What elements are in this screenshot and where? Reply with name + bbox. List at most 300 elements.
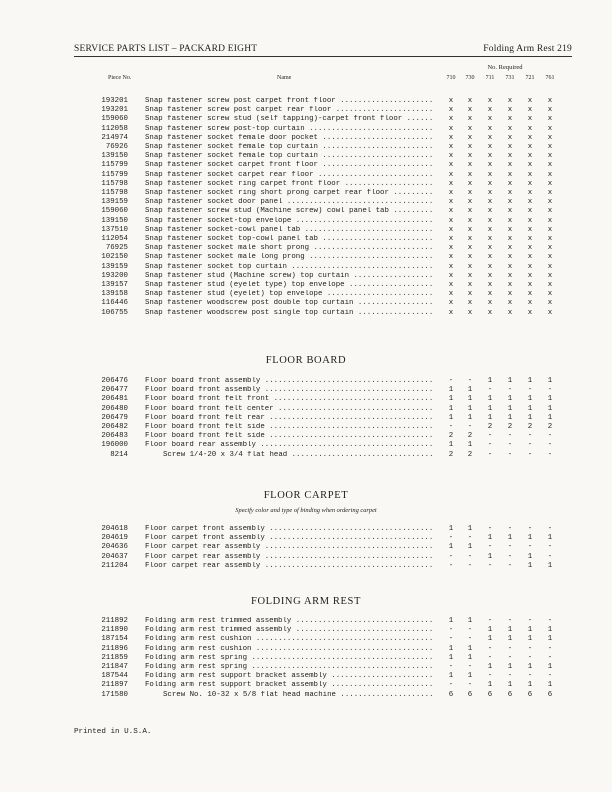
quantity-cell: 1 — [448, 525, 454, 533]
quantity-cell: x — [448, 235, 454, 243]
quantity-cell: x — [467, 262, 473, 271]
part-name: Snap fastener socket door panel ..... — [145, 198, 435, 207]
quantity-cell: x — [467, 133, 473, 142]
quantity-cell: x — [507, 271, 513, 280]
quantity-cell: 1 — [448, 441, 454, 450]
part-name: Snap fastener socket top-cowl panel tab ..... — [145, 235, 435, 244]
quantity-cell: x — [467, 271, 473, 280]
quantity-cell: x — [507, 170, 513, 179]
quantity-cell: 1 — [507, 663, 513, 671]
header-rule — [74, 56, 572, 57]
quantity-cell: - — [507, 441, 513, 450]
piece-number: 193201 — [101, 97, 128, 105]
piece-number: 137510 — [101, 225, 128, 234]
model-header-710: 710 — [446, 75, 456, 81]
quantity-cell: 1 — [527, 663, 533, 671]
table-row — [0, 654, 612, 663]
quantity-cell: x — [448, 189, 454, 197]
table-row — [0, 672, 612, 681]
quantity-cell: - — [448, 635, 454, 644]
quantity-cell: 1 — [547, 413, 553, 422]
quantity-cell: x — [527, 97, 533, 105]
quantity-cell: 1 — [507, 404, 513, 413]
quantity-cell: 1 — [487, 552, 493, 561]
quantity-cell: 1 — [547, 635, 553, 644]
table-row — [0, 253, 612, 262]
quantity-cell: 1 — [547, 534, 553, 543]
quantity-cell: x — [527, 152, 533, 161]
piece-number: 106755 — [101, 308, 128, 317]
piece-number: 112054 — [101, 235, 128, 243]
quantity-cell: 1 — [527, 395, 533, 404]
table-row — [0, 281, 612, 290]
quantity-cell: 1 — [527, 681, 533, 690]
table-row — [0, 543, 612, 552]
quantity-cell: x — [507, 179, 513, 188]
quantity-cell: x — [487, 115, 493, 124]
quantity-cell: 1 — [487, 635, 493, 644]
quantity-cell: 6 — [448, 690, 454, 699]
part-name: Floor carpet front assembly ..... — [145, 525, 435, 534]
quantity-cell: 1 — [467, 525, 473, 533]
quantity-cell: - — [507, 525, 513, 533]
table-row — [0, 626, 612, 635]
quantity-cell: x — [448, 143, 454, 151]
quantity-cell: - — [527, 450, 533, 459]
piece-number: 8214 — [110, 450, 128, 459]
quantity-cell: x — [487, 281, 493, 289]
table-row — [0, 386, 612, 395]
quantity-cell: 1 — [448, 413, 454, 422]
part-name: Snap fastener socket male short prong ..... — [145, 244, 435, 253]
quantity-cell: - — [487, 441, 493, 450]
quantity-cell: x — [487, 170, 493, 179]
quantity-cell: - — [547, 432, 553, 441]
part-name: Snap fastener socket carpet front floor ..... — [145, 161, 435, 170]
quantity-cell: 6 — [527, 690, 533, 699]
piece-number: 116446 — [101, 299, 128, 308]
quantity-cell: - — [487, 644, 493, 653]
quantity-cell: - — [448, 534, 454, 543]
quantity-cell: 6 — [467, 690, 473, 699]
quantity-cell: - — [467, 663, 473, 671]
table-row — [0, 617, 612, 626]
quantity-cell: - — [507, 386, 513, 395]
quantity-cell: - — [487, 653, 493, 662]
part-name: Screw 1/4-20 x 3/4 flat head ..... — [163, 451, 435, 460]
quantity-cell: 1 — [487, 663, 493, 671]
table-row — [0, 441, 612, 450]
piece-number: 211897 — [101, 681, 128, 690]
part-name: Folding arm rest cushion ..... — [145, 645, 435, 654]
quantity-cell: - — [467, 423, 473, 431]
piece-number: 211890 — [101, 626, 128, 635]
table-row — [0, 180, 612, 189]
quantity-cell: x — [467, 253, 473, 262]
part-name: Snap fastener stud (eyelet type) top envelope ..... — [145, 281, 435, 290]
part-name: Floor board rear assembly ..... — [145, 441, 435, 450]
quantity-cell: x — [527, 299, 533, 308]
quantity-cell: - — [507, 450, 513, 459]
quantity-cell: - — [487, 432, 493, 441]
table-row — [0, 143, 612, 152]
part-name: Folding arm rest trimmed assembly ..... — [145, 626, 435, 635]
quantity-cell: x — [448, 124, 454, 133]
quantity-cell: - — [547, 617, 553, 625]
quantity-cell: 1 — [507, 395, 513, 404]
quantity-cell: x — [507, 235, 513, 243]
part-name: Folding arm rest trimmed assembly ..... — [145, 617, 435, 626]
piece-number: 187154 — [101, 635, 128, 644]
section-title: FLOOR CARPET — [263, 490, 349, 501]
quantity-cell: 2 — [487, 423, 493, 431]
quantity-cell: 1 — [507, 635, 513, 644]
part-name: Snap fastener woodscrew post double top curtain ..... — [145, 299, 435, 308]
quantity-cell: x — [527, 143, 533, 151]
quantity-cell: x — [527, 207, 533, 216]
piece-number: 139150 — [101, 152, 128, 161]
quantity-cell: x — [448, 207, 454, 216]
quantity-cell: - — [487, 561, 493, 570]
part-name: Snap fastener socket male long prong ..... — [145, 253, 435, 262]
quantity-cell: x — [507, 115, 513, 124]
part-name: Folding arm rest spring ..... — [145, 663, 435, 672]
quantity-cell: 1 — [527, 404, 533, 413]
quantity-cell: 1 — [487, 404, 493, 413]
part-name: Floor carpet rear assembly ..... — [145, 562, 435, 571]
quantity-cell: x — [487, 216, 493, 225]
quantity-cell: x — [467, 179, 473, 188]
quantity-cell: 1 — [527, 377, 533, 385]
table-row — [0, 226, 612, 235]
part-name: Snap fastener socket-top envelope ..... — [145, 217, 435, 226]
quantity-cell: x — [527, 308, 533, 317]
table-row — [0, 423, 612, 432]
quantity-cell: 1 — [448, 617, 454, 625]
quantity-cell: x — [527, 124, 533, 133]
quantity-cell: 1 — [487, 681, 493, 690]
piece-number: 206477 — [101, 386, 128, 395]
table-row — [0, 263, 612, 272]
quantity-cell: - — [547, 441, 553, 450]
table-row — [0, 414, 612, 423]
quantity-cell: 2 — [448, 450, 454, 459]
quantity-cell: - — [527, 653, 533, 662]
section-title: FLOOR BOARD — [265, 355, 347, 366]
quantity-cell: x — [448, 281, 454, 289]
quantity-cell: x — [547, 253, 553, 262]
part-name: Snap fastener socket carpet rear floor ..... — [145, 171, 435, 180]
quantity-cell: - — [527, 525, 533, 533]
quantity-cell: x — [507, 198, 513, 207]
quantity-cell: x — [448, 290, 454, 299]
quantity-cell: 1 — [467, 395, 473, 404]
table-row — [0, 691, 612, 700]
quantity-cell: x — [547, 179, 553, 188]
quantity-cell: x — [487, 143, 493, 151]
quantity-cell: - — [507, 644, 513, 653]
part-name: Folding arm rest support bracket assembly ..... — [145, 681, 435, 690]
quantity-cell: x — [448, 152, 454, 161]
quantity-cell: - — [467, 552, 473, 561]
part-name: Snap fastener stud (eyelet) top envelope ..... — [145, 290, 435, 299]
piece-number: 196000 — [101, 441, 128, 450]
piece-number: 211896 — [101, 644, 128, 653]
quantity-cell: x — [547, 225, 553, 234]
quantity-cell: 1 — [487, 377, 493, 385]
quantity-cell: x — [507, 225, 513, 234]
part-name: Folding arm rest cushion ..... — [145, 635, 435, 644]
table-row — [0, 217, 612, 226]
piece-number: 102150 — [101, 253, 128, 262]
quantity-cell: x — [487, 189, 493, 197]
quantity-cell: x — [448, 308, 454, 317]
quantity-cell: x — [487, 179, 493, 188]
quantity-cell: 1 — [527, 561, 533, 570]
section-note: Specify color and type of binding when ordering carpet — [235, 507, 377, 514]
quantity-cell: 1 — [547, 626, 553, 635]
quantity-cell: - — [448, 681, 454, 690]
quantity-cell: - — [448, 423, 454, 431]
table-row — [0, 115, 612, 124]
quantity-cell: - — [467, 561, 473, 570]
piece-number: 206480 — [101, 404, 128, 413]
quantity-cell: - — [547, 543, 553, 552]
table-row — [0, 97, 612, 106]
quantity-cell: 6 — [507, 690, 513, 699]
quantity-cell: 1 — [547, 561, 553, 570]
quantity-cell: x — [507, 253, 513, 262]
quantity-cell: x — [467, 244, 473, 253]
section-title: FOLDING ARM REST — [251, 596, 361, 607]
part-name: Snap fastener socket ring short prong carpet rear floor ..... — [145, 189, 435, 198]
part-name: Snap fastener stud (Machine screw) top curtain ..... — [145, 272, 435, 281]
quantity-cell: x — [467, 216, 473, 225]
quantity-cell: x — [527, 170, 533, 179]
quantity-cell: - — [507, 672, 513, 681]
piece-number: 115799 — [101, 161, 128, 170]
piece-no-header: Piece No. — [108, 75, 132, 81]
part-name: Screw No. 10-32 x 5/8 flat head machine ..... — [163, 691, 435, 700]
quantity-cell: x — [527, 262, 533, 271]
quantity-cell: x — [487, 271, 493, 280]
quantity-cell: - — [467, 534, 473, 543]
quantity-cell: x — [547, 290, 553, 299]
quantity-cell: - — [487, 450, 493, 459]
quantity-cell: x — [547, 198, 553, 207]
quantity-cell: - — [507, 432, 513, 441]
quantity-cell: 1 — [467, 441, 473, 450]
quantity-cell: 6 — [487, 690, 493, 699]
table-row — [0, 207, 612, 216]
no-required-label: No. Required — [487, 64, 523, 71]
part-name: Snap fastener screw stud (self tapping)-carpet front floor ..... — [145, 115, 435, 124]
table-row — [0, 553, 612, 562]
quantity-cell: x — [487, 207, 493, 216]
quantity-cell: 1 — [467, 672, 473, 681]
quantity-cell: x — [448, 97, 454, 105]
quantity-cell: - — [467, 626, 473, 635]
quantity-cell: - — [527, 672, 533, 681]
quantity-cell: x — [448, 115, 454, 124]
quantity-cell: x — [527, 290, 533, 299]
quantity-cell: x — [467, 198, 473, 207]
part-name: Floor board front felt side ..... — [145, 423, 435, 432]
quantity-cell: x — [547, 124, 553, 133]
quantity-cell: 1 — [507, 681, 513, 690]
quantity-cell: 1 — [507, 413, 513, 422]
quantity-cell: 1 — [467, 413, 473, 422]
quantity-cell: 1 — [527, 552, 533, 561]
quantity-cell: x — [487, 262, 493, 271]
piece-number: 115799 — [101, 170, 128, 179]
quantity-cell: x — [487, 253, 493, 262]
quantity-cell: x — [487, 106, 493, 115]
quantity-cell: - — [507, 561, 513, 570]
quantity-cell: x — [547, 106, 553, 115]
table-row — [0, 125, 612, 134]
part-name: Snap fastener socket top curtain ..... — [145, 263, 435, 272]
quantity-cell: x — [487, 308, 493, 317]
quantity-cell: x — [448, 179, 454, 188]
piece-number: 139157 — [101, 281, 128, 289]
quantity-cell: x — [487, 124, 493, 133]
quantity-cell: x — [507, 97, 513, 105]
quantity-cell: x — [507, 161, 513, 170]
quantity-cell: x — [507, 143, 513, 151]
name-header: Name — [277, 75, 292, 81]
quantity-cell: - — [527, 644, 533, 653]
quantity-cell: x — [547, 161, 553, 170]
quantity-cell: x — [467, 143, 473, 151]
quantity-cell: - — [448, 561, 454, 570]
quantity-cell: x — [448, 225, 454, 234]
piece-number: 211859 — [101, 653, 128, 662]
table-row — [0, 432, 612, 441]
quantity-cell: x — [507, 262, 513, 271]
quantity-cell: 1 — [507, 626, 513, 635]
table-row — [0, 534, 612, 543]
quantity-cell: x — [547, 308, 553, 317]
quantity-cell: 1 — [527, 626, 533, 635]
quantity-cell: - — [487, 543, 493, 552]
quantity-cell: - — [467, 635, 473, 644]
table-row — [0, 244, 612, 253]
quantity-cell: - — [487, 386, 493, 395]
quantity-cell: x — [448, 253, 454, 262]
table-row — [0, 171, 612, 180]
quantity-cell: x — [467, 106, 473, 115]
quantity-cell: x — [547, 170, 553, 179]
piece-number: 139159 — [101, 198, 128, 207]
quantity-cell: x — [507, 124, 513, 133]
piece-number: 193200 — [101, 271, 128, 280]
quantity-cell: - — [547, 552, 553, 561]
quantity-cell: 1 — [448, 653, 454, 662]
quantity-cell: x — [527, 244, 533, 253]
part-name: Snap fastener socket female top curtain ..... — [145, 143, 435, 152]
quantity-cell: - — [507, 543, 513, 552]
quantity-cell: x — [507, 189, 513, 197]
piece-number: 206481 — [101, 395, 128, 404]
quantity-cell: x — [448, 170, 454, 179]
quantity-cell: x — [547, 244, 553, 253]
quantity-cell: - — [448, 552, 454, 561]
piece-number: 206479 — [101, 413, 128, 422]
quantity-cell: x — [527, 281, 533, 289]
part-name: Snap fastener screw stud (Machine screw) cowl panel tab ..... — [145, 207, 435, 216]
quantity-cell: x — [547, 133, 553, 142]
quantity-cell: 1 — [448, 644, 454, 653]
quantity-cell: x — [507, 244, 513, 253]
quantity-cell: x — [527, 235, 533, 243]
piece-number: 159060 — [101, 207, 128, 216]
quantity-cell: - — [448, 663, 454, 671]
quantity-cell: - — [547, 644, 553, 653]
quantity-cell: x — [467, 152, 473, 161]
quantity-cell: 1 — [507, 534, 513, 543]
part-name: Floor board front assembly ..... — [145, 377, 435, 386]
quantity-cell: - — [547, 672, 553, 681]
quantity-cell: x — [487, 198, 493, 207]
quantity-cell: 1 — [487, 534, 493, 543]
quantity-cell: x — [507, 106, 513, 115]
piece-number: 204618 — [101, 525, 128, 533]
table-row — [0, 161, 612, 170]
quantity-cell: 1 — [527, 635, 533, 644]
table-row — [0, 681, 612, 690]
piece-number: 211892 — [101, 617, 128, 625]
quantity-cell: x — [547, 299, 553, 308]
table-row — [0, 290, 612, 299]
quantity-cell: x — [547, 271, 553, 280]
quantity-cell: x — [507, 299, 513, 308]
quantity-cell: 1 — [467, 386, 473, 395]
quantity-cell: - — [547, 653, 553, 662]
quantity-cell: x — [448, 244, 454, 253]
table-row — [0, 272, 612, 281]
table-row — [0, 451, 612, 460]
quantity-cell: - — [487, 672, 493, 681]
quantity-cell: x — [527, 189, 533, 197]
table-row — [0, 134, 612, 143]
quantity-cell: x — [467, 97, 473, 105]
quantity-cell: x — [467, 189, 473, 197]
quantity-cell: x — [527, 271, 533, 280]
part-name: Snap fastener screw post-top curtain ..... — [145, 125, 435, 134]
piece-number: 112058 — [101, 124, 128, 133]
quantity-cell: x — [507, 216, 513, 225]
quantity-cell: x — [527, 198, 533, 207]
quantity-cell: x — [467, 281, 473, 289]
quantity-cell: - — [547, 386, 553, 395]
quantity-cell: 1 — [547, 663, 553, 671]
quantity-cell: 1 — [547, 681, 553, 690]
quantity-cell: x — [507, 152, 513, 161]
model-header-721: 721 — [525, 75, 535, 81]
table-row — [0, 106, 612, 115]
quantity-cell: x — [467, 124, 473, 133]
header-page: Folding Arm Rest 219 — [483, 44, 572, 54]
quantity-cell: x — [448, 133, 454, 142]
quantity-cell: 1 — [448, 386, 454, 395]
quantity-cell: 2 — [467, 432, 473, 441]
quantity-cell: x — [507, 133, 513, 142]
table-row — [0, 405, 612, 414]
piece-number: 115798 — [101, 189, 128, 197]
table-row — [0, 395, 612, 404]
quantity-cell: - — [507, 617, 513, 625]
